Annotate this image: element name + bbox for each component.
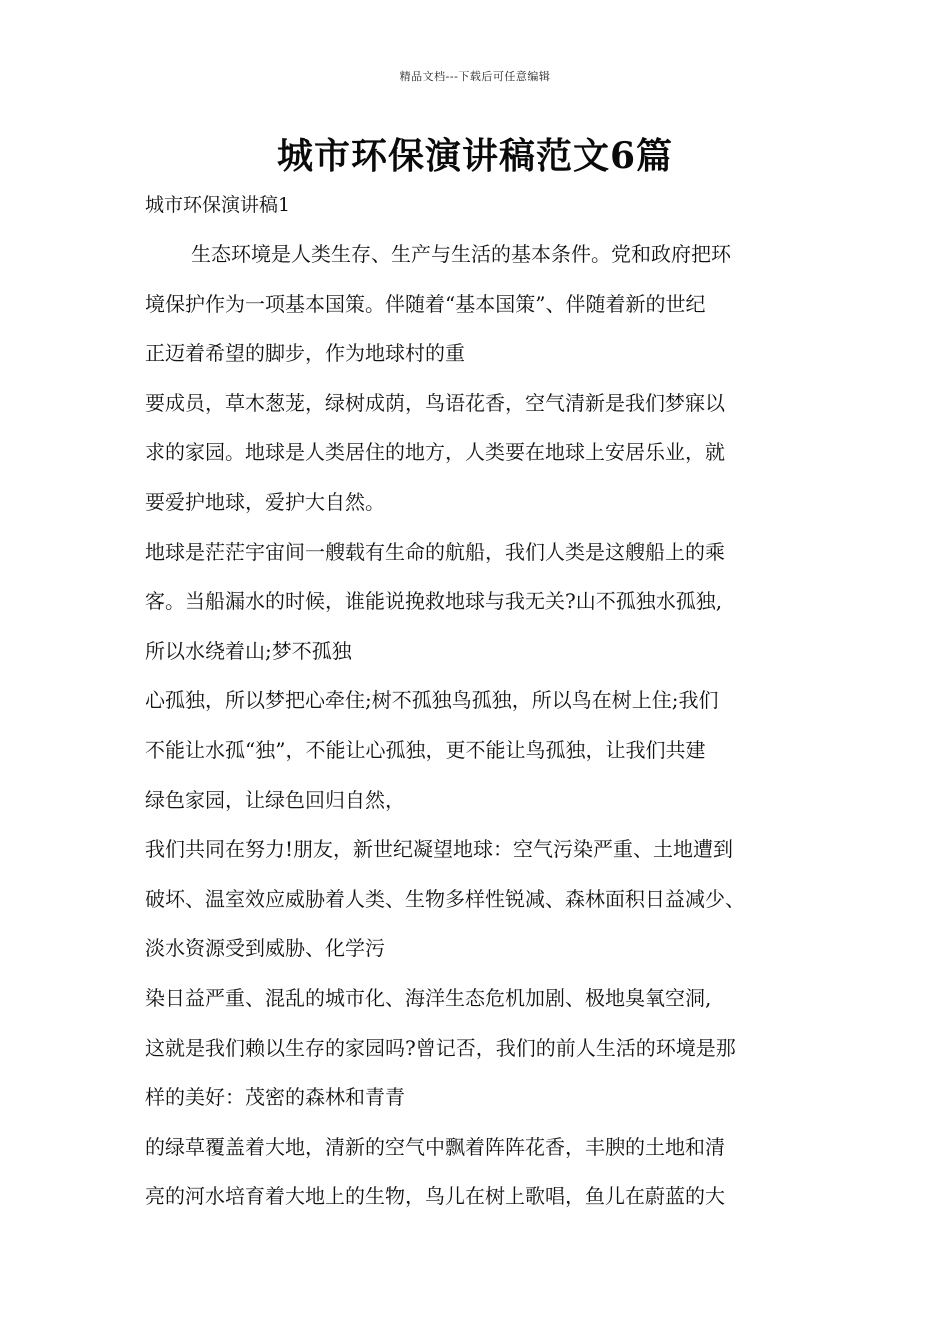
text-line: 淡水资源受到威胁、化学污 (145, 936, 385, 961)
header-note: 精品文档---下载后可任意编辑 (399, 70, 551, 83)
text-line: 亮的河水培育着大地上的生物，鸟儿在树上歌唱，鱼儿在蔚蓝的大 (145, 1184, 725, 1209)
section-subtitle: 城市环保演讲稿1 (145, 194, 291, 216)
text-line: 染日益严重、混乱的城市化、海洋生态危机加剧、极地臭氧空洞, (145, 985, 712, 1010)
text-line: 求的家园。地球是人类居住的地方，人类要在地球上安居乐业，就 (145, 440, 725, 465)
body-text (145, 230, 820, 1222)
text-line: 破坏、温室效应威胁着人类、生物多样性锐减、森林面积日益减少、 (145, 886, 745, 911)
text-line: 生态环境是人类生存、生产与生活的基本条件。党和政府把环 (191, 242, 731, 266)
text-line: 客。当船漏水的时候，谁能说挽救地球与我无关?山不孤独水孤独, (145, 589, 723, 614)
text-line: 要爱护地球，爱护大自然。 (145, 489, 385, 514)
text-line: 绿色家园，让绿色回归自然， (145, 787, 405, 812)
text-line: 心孤独，所以梦把心牵住;树不孤独鸟孤独，所以鸟在树上住;我们 (145, 688, 719, 713)
text-line: 地球是茫茫宇宙间一艘载有生命的航船，我们人类是这艘船上的乘 (145, 539, 725, 564)
text-line: 要成员，草木葱茏，绿树成荫，鸟语花香，空气清新是我们梦寐以 (145, 390, 725, 415)
text-line: 境保护作为一项基本国策。伴随着“基本国策”、伴随着新的世纪 (145, 291, 706, 316)
text-line: 所以水绕着山;梦不孤独 (145, 638, 352, 663)
text-line: 的绿草覆盖着大地，清新的空气中飘着阵阵花香，丰腴的土地和清 (145, 1134, 725, 1159)
text-line: 我们共同在努力!朋友，新世纪凝望地球：空气污染严重、土地遭到 (145, 837, 734, 862)
text-line: 这就是我们赖以生存的家园吗?曾记否，我们的前人生活的环境是那 (145, 1035, 736, 1060)
text-line: 正迈着希望的脚步，作为地球村的重 (145, 341, 465, 366)
document-title: 城市环保演讲稿范文6篇 (276, 135, 674, 177)
text-line: 样的美好：茂密的森林和青青 (145, 1085, 405, 1110)
text-line: 不能让水孤“独”，不能让心孤独，更不能让鸟孤独，让我们共建 (145, 737, 706, 762)
